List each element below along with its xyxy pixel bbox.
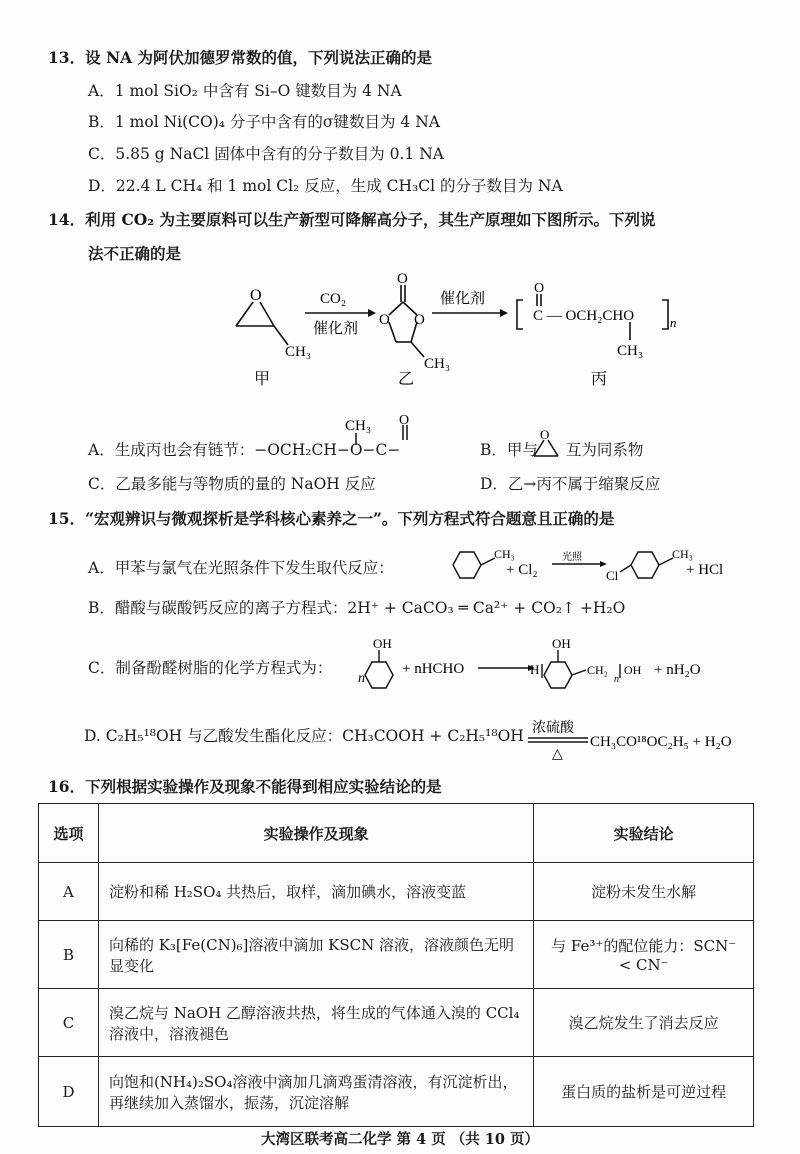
- page-footer: 大湾区联考高二化学 第 4 页 （共 10 页）: [260, 1131, 540, 1148]
- resin-oh-end: OH: [624, 663, 642, 677]
- q15-option-d-equation: [520, 712, 760, 762]
- header-option: 选项: [39, 804, 99, 863]
- table-row: [39, 921, 754, 989]
- resin-subscript-n: n: [614, 674, 619, 685]
- q16-stem: 16．下列根据实验操作及现象不能得到相应实验结论的是: [48, 777, 442, 796]
- row-b-operation: 向稀的 K₃[Fe(CN)₆]溶液中滴加 KSCN 溶液，溶液颜色无明显变化: [98, 921, 533, 989]
- row-b-option: B: [39, 921, 99, 989]
- optA-methyl: CH₃: [345, 418, 372, 434]
- q14-stem-line2: 法不正确的是: [88, 244, 182, 263]
- optA-carbonyl-oxygen: O: [399, 413, 410, 428]
- q15-d-condition-heat: △: [552, 747, 563, 762]
- arrow1-reagent-co2: CO₂: [320, 291, 347, 307]
- optB-epoxide-oxygen: O: [540, 427, 550, 442]
- polymer-methyl: CH₃: [617, 343, 644, 359]
- label-bing: 丙: [591, 371, 608, 388]
- q15-c-water: + nH₂O: [654, 662, 701, 678]
- phenol-oh: OH: [373, 636, 392, 651]
- carbonate-methyl: CH₃: [424, 356, 451, 372]
- table-row: [39, 989, 754, 1057]
- row-c-conclusion: 溴乙烷发生了消去反应: [534, 989, 754, 1057]
- polymer-carbonyl-oxygen: O: [534, 281, 545, 296]
- q14-option-c: C．乙最多能与等物质的量的 NaOH 反应: [88, 475, 376, 493]
- resin-ch2: CH₂: [587, 663, 608, 677]
- q14-option-a-text: A．生成丙也会有链节：: [88, 441, 255, 459]
- q15-option-b: B．醋酸与碳酸钙反应的离子方程式：2H⁺ + CaCO₃ ═ Ca²⁺ + CO₂↑ +H₂O: [88, 599, 626, 617]
- q15-a-hcl: + HCl: [686, 562, 724, 578]
- q14-stem-line1: 14．利用 CO₂ 为主要原料可以生产新型可降解高分子，其生产原理如下图所示。下列说: [48, 210, 656, 229]
- q14-option-b-post: 互为同系物: [565, 441, 644, 459]
- q15-a-plus-cl2: + Cl₂: [506, 562, 538, 578]
- row-c-operation: 溴乙烷与 NaOH 乙醇溶液共热，将生成的气体通入溴的 CCl₄ 溶液中，溶液褪色: [98, 989, 533, 1057]
- q13-option-b: B．1 mol Ni(CO)₄ 分子中含有的σ键数目为 4 NA: [88, 113, 440, 131]
- q13-option-d: D．22.4 L CH₄ 和 1 mol Cl₂ 反应，生成 CH₃Cl 的分子数目为 NA: [88, 177, 563, 195]
- q14-option-a-formula: −OCH₂CH−O−C−: [254, 441, 401, 459]
- q14-option-b-pre: B．甲与: [480, 441, 538, 459]
- row-d-conclusion: 蛋白质的盐析是可逆过程: [534, 1057, 754, 1127]
- chlorotoluene-ring: [631, 552, 659, 578]
- q14-option-b: [480, 440, 643, 460]
- q15-option-a-text: A．甲苯与氯气在光照条件下发生取代反应：: [88, 559, 394, 577]
- arrow2-reagent-catalyst: 催化剂: [440, 291, 486, 307]
- epoxide-structure: [236, 302, 288, 345]
- q15-d-condition-acid: 浓硫酸: [532, 721, 574, 736]
- polymer-subscript-n: n: [670, 315, 677, 330]
- toluene-ring: [453, 552, 481, 578]
- table-row: [39, 1057, 754, 1127]
- table-header-row: [39, 804, 754, 863]
- label-yi: 乙: [398, 371, 415, 388]
- q15-stem: 15．“宏观辨识与微观探析是学科核心素养之一”。下列方程式符合题意且正确的是: [48, 509, 615, 528]
- q15-c-hcho: + nHCHO: [402, 661, 465, 677]
- q13-stem: 13．设 NA 为阿伏加德罗常数的值，下列说法正确的是: [48, 48, 433, 67]
- q15-c-n: n: [358, 671, 365, 686]
- polymer-repeat-unit: C — OCH₂CHO: [533, 308, 635, 324]
- experiment-table: [38, 803, 754, 1127]
- q15-a-chlorine: Cl: [606, 568, 619, 583]
- q14-option-a: [88, 440, 400, 460]
- row-d-option: D: [39, 1057, 99, 1127]
- q13-option-c: C．5.85 g NaCl 固体中含有的分子数目为 0.1 NA: [88, 145, 444, 163]
- row-a-option: A: [39, 863, 99, 921]
- q15-option-d-text: D. C₂H₅¹⁸OH 与乙酸发生酯化反应：CH₃COOH + C₂H₅¹⁸OH: [84, 727, 524, 745]
- reaction-arrow-1-head: [368, 309, 376, 317]
- row-d-operation: 向饱和(NH₄)₂SO₄溶液中滴加几滴鸡蛋清溶液，有沉淀析出，再继续加入蒸馏水，振荡，沉淀溶解: [98, 1057, 533, 1127]
- row-b-conclusion: 与 Fe³⁺的配位能力：SCN⁻ < CN⁻: [534, 921, 754, 989]
- q15-option-a-equation: [440, 540, 760, 590]
- resin-oh: OH: [552, 636, 571, 651]
- q15-option-c-equation: [358, 630, 758, 700]
- epoxide-methyl: CH₃: [285, 344, 312, 360]
- row-c-option: C: [39, 989, 99, 1057]
- resin-h-end: H: [530, 662, 540, 677]
- toluene-methyl: CH₃: [494, 547, 515, 561]
- row-a-operation: 淀粉和稀 H₂SO₄ 共热后，取样，滴加碘水，溶液变蓝: [98, 863, 533, 921]
- q13-option-a: A．1 mol SiO₂ 中含有 Si–O 键数目为 4 NA: [88, 82, 402, 100]
- row-a-conclusion: 淀粉未发生水解: [534, 863, 754, 921]
- epoxide-oxygen: O: [250, 287, 262, 304]
- q15-option-c-text: C．制备酚醛树脂的化学方程式为：: [88, 659, 333, 677]
- reaction-arrow-2-head: [500, 309, 508, 317]
- resin-ring: [544, 662, 572, 688]
- header-operation: 实验操作及现象: [98, 804, 533, 863]
- q15-d-product: CH₃CO¹⁸OC₂H₅ + H₂O: [590, 734, 732, 750]
- label-jia: 甲: [254, 371, 271, 388]
- header-conclusion: 实验结论: [534, 804, 754, 863]
- chlorotoluene-methyl: CH₃: [672, 547, 693, 561]
- phenol-ring: [365, 662, 393, 688]
- arrow1-reagent-catalyst: 催化剂: [313, 321, 359, 337]
- carbonate-ring-oxygen-right: O: [414, 312, 425, 328]
- q15-a-condition-light: 光照: [562, 552, 582, 563]
- q14-option-d: D．乙→丙不属于缩聚反应: [480, 475, 661, 493]
- carbonate-carbonyl-oxygen: O: [397, 271, 408, 287]
- table-row: [39, 863, 754, 921]
- carbonate-ring-oxygen-left: O: [379, 312, 390, 328]
